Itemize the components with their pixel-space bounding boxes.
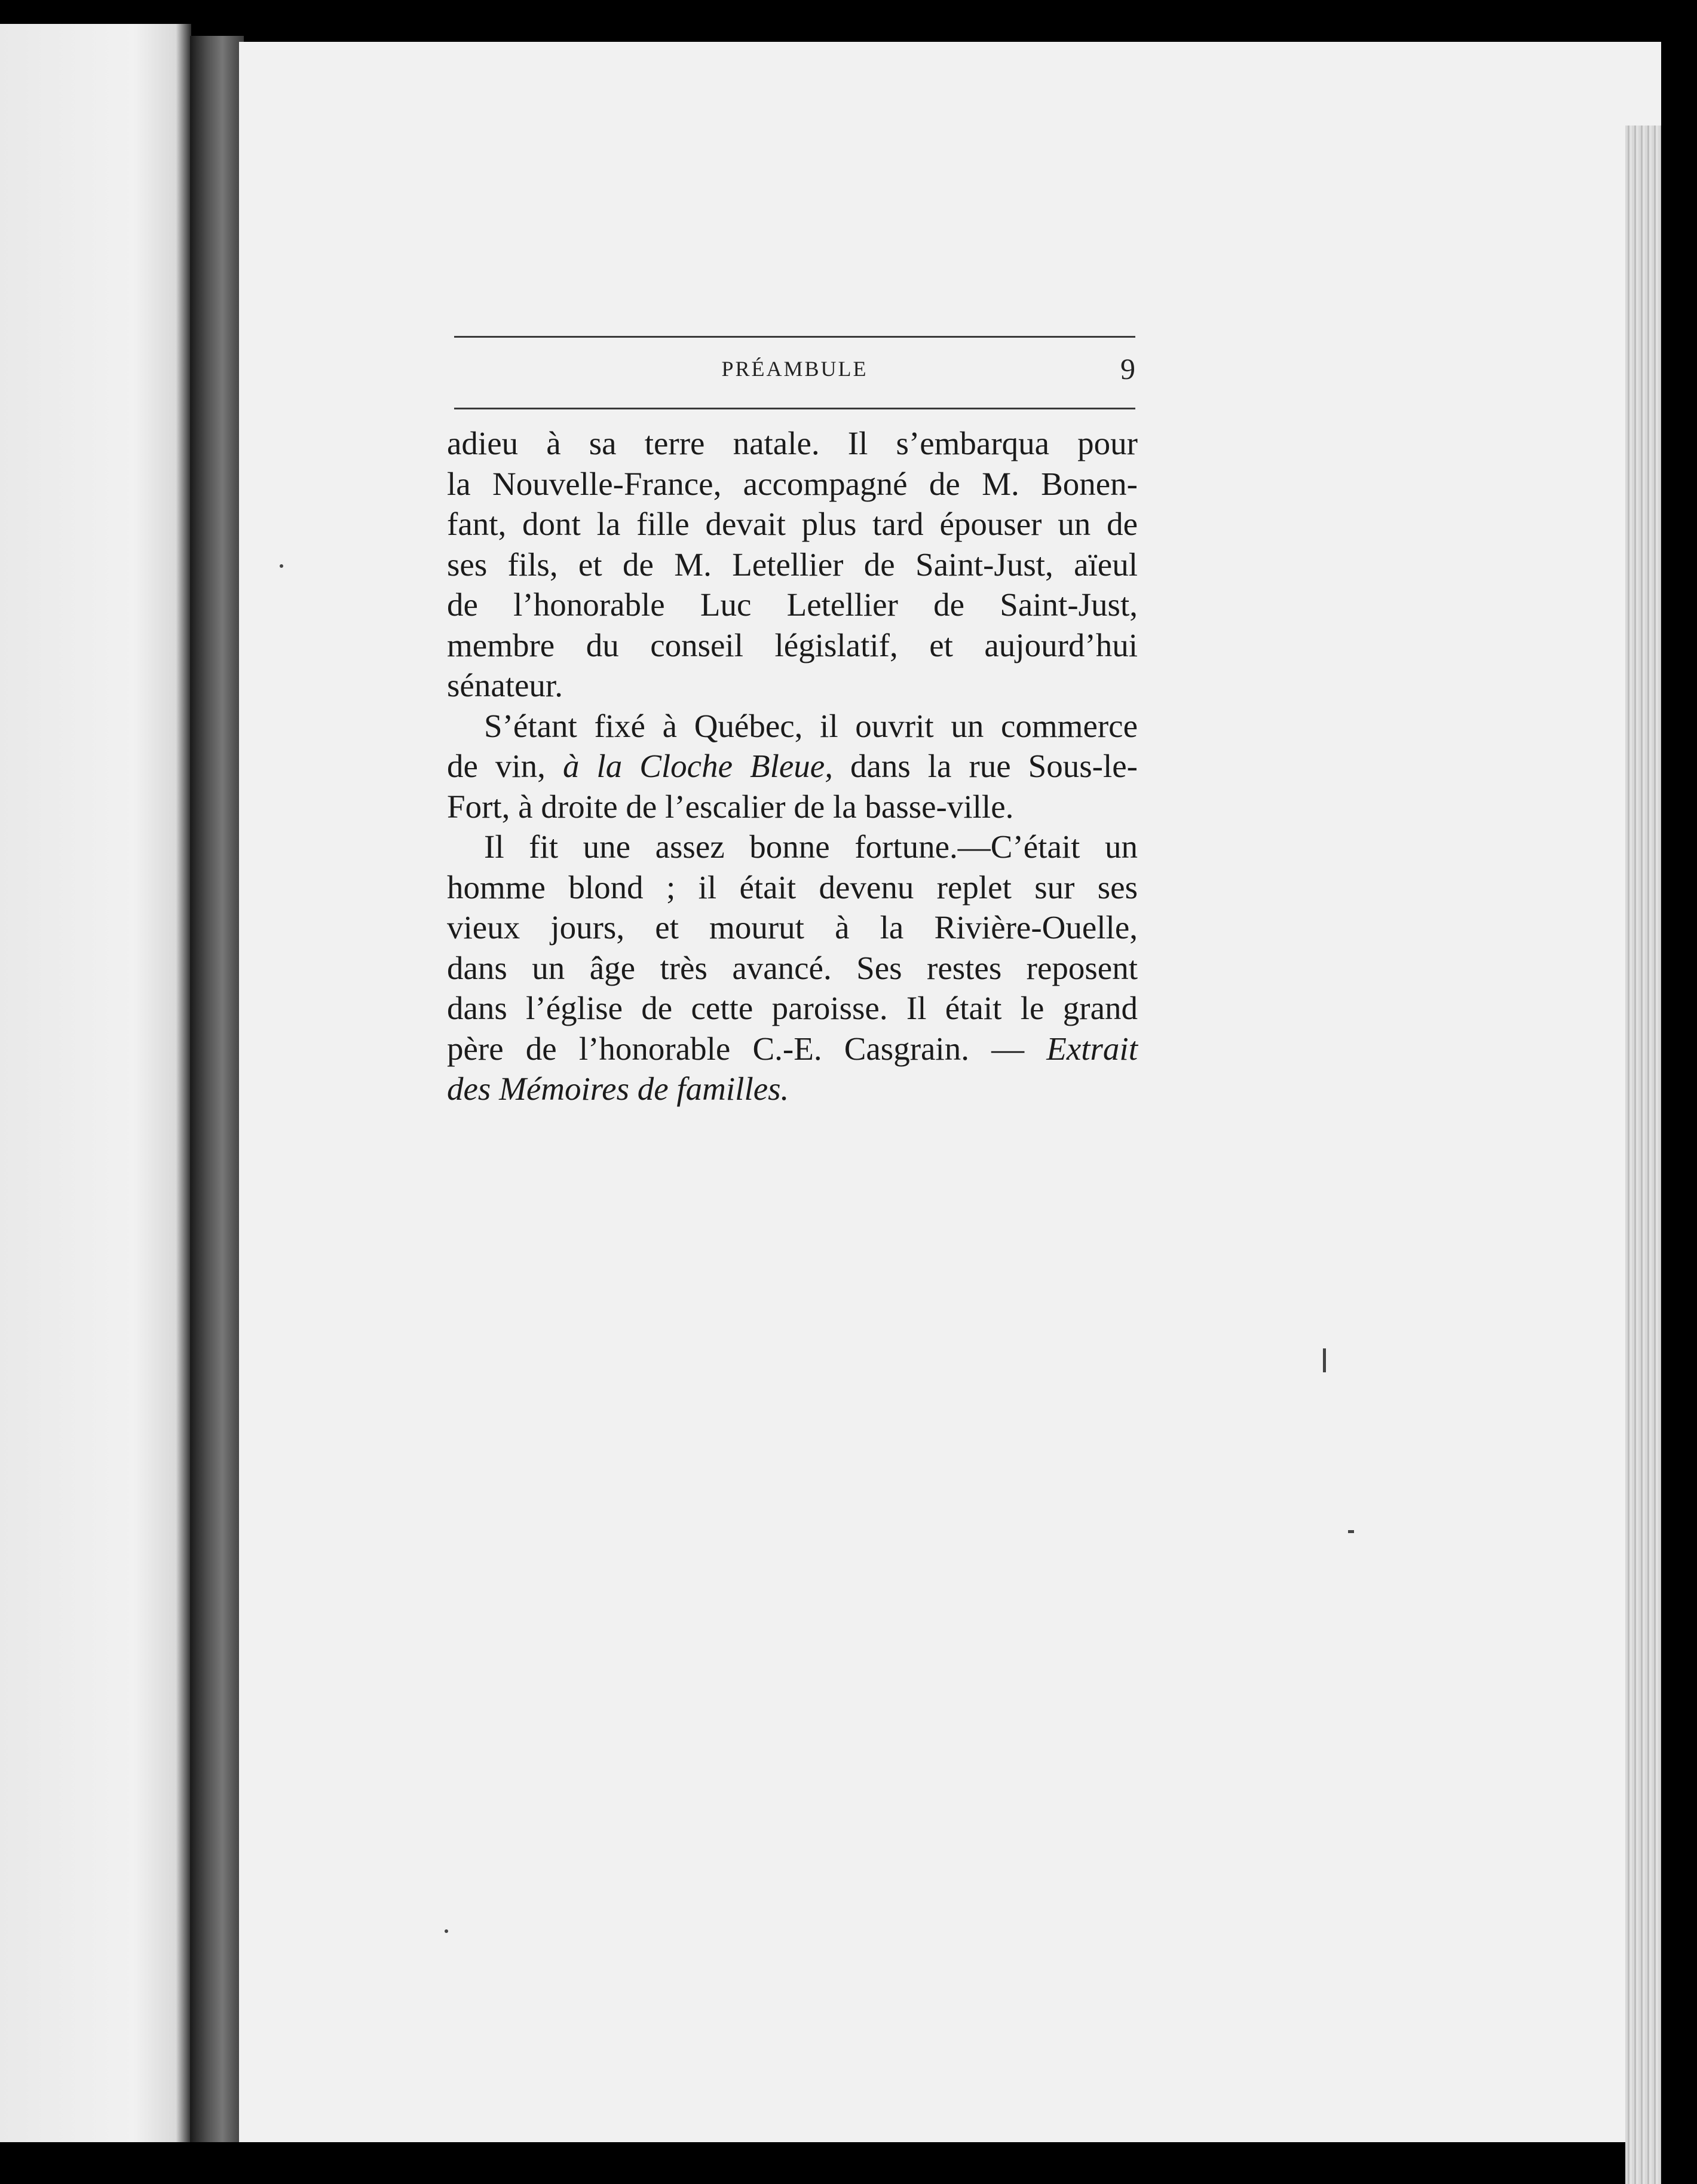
paragraph-3 — [447, 827, 1138, 1109]
text-line: fant, dont la fille devait plus tard épouser un de — [447, 506, 1138, 542]
page-fore-edge — [1625, 126, 1661, 2184]
text-line: homme blond ; il était devenu replet sur ses — [447, 868, 1138, 906]
scan-speck — [1348, 1530, 1354, 1533]
body-text — [447, 423, 1138, 1109]
book-gutter — [190, 36, 244, 2142]
text-line: S’étant fixé à Québec, il ouvrit un commerce — [484, 707, 1138, 744]
page-number: 9 — [1120, 352, 1135, 386]
paragraph-2 — [447, 706, 1138, 827]
text-line: Il fit une assez bonne fortune.—C’était un — [484, 828, 1138, 865]
text-line: ses fils, et de M. Letellier de Saint-Just, aïeul — [447, 546, 1138, 583]
left-page-edge — [0, 24, 191, 2142]
text-line: adieu à sa terre natale. Il s’embarqua pour — [447, 425, 1138, 461]
text-line: dans l’église de cette paroisse. Il était le grand — [447, 990, 1138, 1026]
text-run: de vin, — [447, 748, 563, 784]
scan-speck — [1323, 1348, 1326, 1372]
header-rule-bottom — [454, 408, 1135, 409]
text-line: dans un âge très avancé. Ses restes reposent — [447, 949, 1138, 986]
paragraph-1 — [447, 423, 1138, 706]
source-italic: Extrait — [1046, 1030, 1138, 1067]
text-run: père de l’honorable C.-E. Casgrain. — — [447, 1030, 1047, 1067]
header-rule-top — [454, 336, 1135, 338]
text-line: la Nouvelle-France, accompagné de M. Bonen- — [447, 465, 1138, 502]
text-line: sénateur. — [447, 667, 563, 703]
scan-speck — [280, 564, 283, 568]
text-line: Fort, à droite de l’escalier de la basse-ville. — [447, 788, 1014, 825]
text-line — [447, 746, 1138, 787]
running-head — [454, 351, 1135, 387]
source-title-italic: des Mémoires de familles. — [447, 1070, 789, 1107]
text-run: dans la rue Sous-le- — [832, 748, 1138, 784]
scan-speck — [445, 1929, 448, 1933]
text-line: vieux jours, et mourut à la Rivière-Ouelle, — [447, 909, 1138, 946]
text-line: membre du conseil législatif, et aujourd’hui — [447, 626, 1138, 663]
text-line: de l’honorable Luc Letellier de Saint-Just, — [447, 586, 1138, 623]
shop-name-italic: à la Cloche Bleue, — [562, 748, 833, 784]
running-title: PRÉAMBULE — [721, 357, 868, 381]
text-line — [447, 1029, 1138, 1069]
